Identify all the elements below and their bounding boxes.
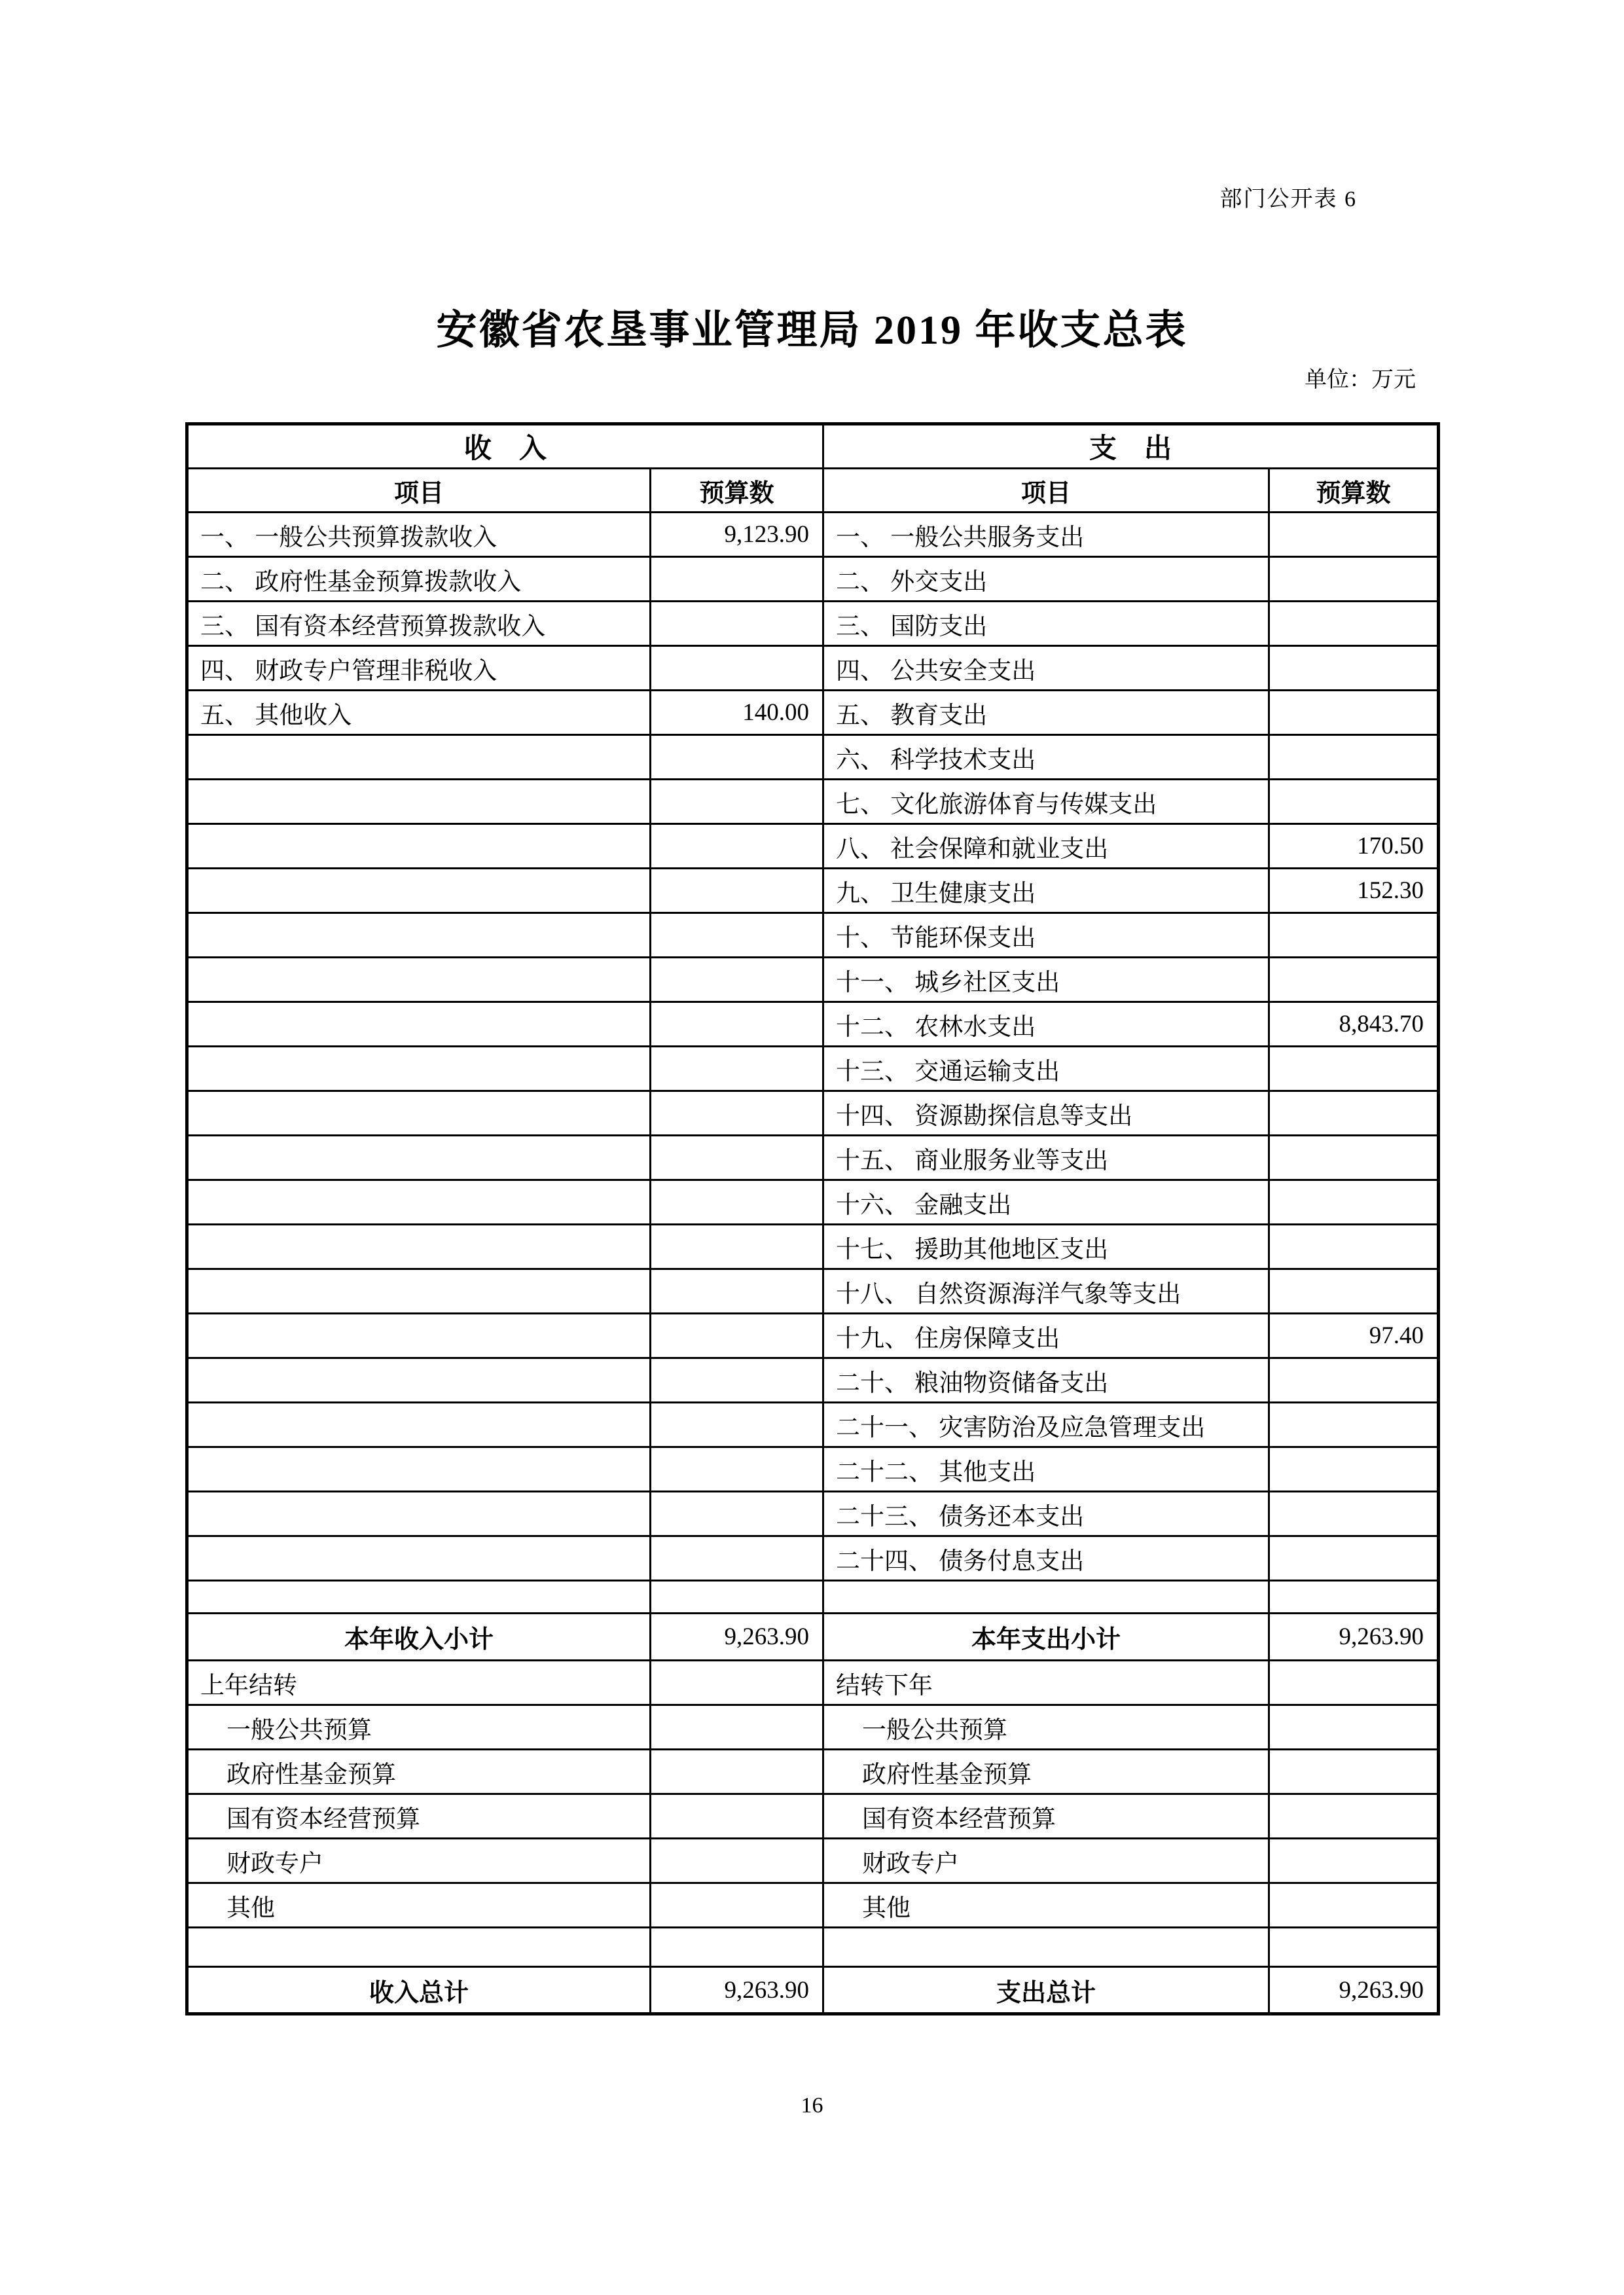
- income-item-cell: 国有资本经营预算: [187, 1794, 651, 1839]
- table-row: [187, 1091, 1439, 1136]
- carryover-body: [187, 1661, 1439, 1928]
- income-budget-cell: [651, 780, 823, 824]
- table-row: [187, 1536, 1439, 1581]
- income-item-cell: [187, 1492, 651, 1536]
- income-item-cell: [187, 824, 651, 869]
- expense-item-cell: 十五、 商业服务业等支出: [823, 1136, 1269, 1180]
- income-item-cell: [187, 1314, 651, 1358]
- table-row: [187, 1269, 1439, 1314]
- expense-budget-cell: [1269, 1883, 1439, 1928]
- expense-budget-cell: [1269, 1180, 1439, 1225]
- income-item-cell: [187, 1136, 651, 1180]
- income-subtotal-value: 9,263.90: [651, 1614, 823, 1661]
- expense-item-cell: 五、 教育支出: [823, 691, 1269, 735]
- table-row: [187, 602, 1439, 646]
- expense-budget-cell: [1269, 1928, 1439, 1967]
- spacer-row: [187, 1581, 1439, 1614]
- income-item-cell: [187, 1403, 651, 1447]
- table-row: [187, 780, 1439, 824]
- income-budget-cell: [651, 1314, 823, 1358]
- expense-budget-cell: 8,843.70: [1269, 1002, 1439, 1047]
- expense-item-cell: 政府性基金预算: [823, 1750, 1269, 1794]
- income-item-cell: [187, 869, 651, 913]
- income-budget-cell: [651, 1047, 823, 1091]
- table-row: [187, 958, 1439, 1002]
- income-item-cell: 一、 一般公共预算拨款收入: [187, 513, 651, 557]
- expense-budget-cell: [1269, 735, 1439, 780]
- expense-budget-cell: [1269, 1269, 1439, 1314]
- unit-label: 单位：万元: [1305, 368, 1416, 392]
- expense-budget-cell: [1269, 1839, 1439, 1883]
- income-item-cell: [187, 1180, 651, 1225]
- income-budget-cell: [651, 1447, 823, 1492]
- table-row: [187, 646, 1439, 691]
- income-item-cell: 五、 其他收入: [187, 691, 651, 735]
- table-row: [187, 824, 1439, 869]
- income-budget-cell: [651, 1536, 823, 1581]
- expense-budget-cell: [1269, 1661, 1439, 1705]
- table-row: [187, 1358, 1439, 1403]
- expense-budget-cell: [1269, 1536, 1439, 1581]
- income-total-label: 收入总计: [187, 1967, 651, 2014]
- expense-budget-cell: 97.40: [1269, 1314, 1439, 1358]
- income-item-cell: 二、 政府性基金预算拨款收入: [187, 557, 651, 602]
- carryover-row: [187, 1661, 1439, 1705]
- expense-item-cell: 七、 文化旅游体育与传媒支出: [823, 780, 1269, 824]
- expense-budget-cell: [1269, 513, 1439, 557]
- income-item-cell: [187, 1225, 651, 1269]
- income-item-cell: [187, 1536, 651, 1581]
- income-budget-cell: [651, 1225, 823, 1269]
- income-item-column-header: 项目: [187, 469, 651, 513]
- expense-item-cell: 六、 科学技术支出: [823, 735, 1269, 780]
- income-budget-cell: [651, 1180, 823, 1225]
- expense-item-cell: 结转下年: [823, 1661, 1269, 1705]
- income-budget-cell: [651, 1136, 823, 1180]
- income-item-cell: 财政专户: [187, 1839, 651, 1883]
- expense-budget-cell: [1269, 1750, 1439, 1794]
- expense-item-cell: 其他: [823, 1883, 1269, 1928]
- carryover-row: [187, 1750, 1439, 1794]
- expense-item-cell: [823, 1581, 1269, 1614]
- total-row: [187, 1967, 1439, 2014]
- expense-budget-cell: [1269, 646, 1439, 691]
- income-total-value: 9,263.90: [651, 1967, 823, 2014]
- expense-item-cell: 十七、 援助其他地区支出: [823, 1225, 1269, 1269]
- expense-item-column-header: 项目: [823, 469, 1269, 513]
- income-item-cell: [187, 1269, 651, 1314]
- table-row: [187, 691, 1439, 735]
- table-row: [187, 1314, 1439, 1358]
- income-item-cell: 其他: [187, 1883, 651, 1928]
- expense-section-header: 支 出: [823, 424, 1439, 469]
- income-budget-column-header: 预算数: [651, 469, 823, 513]
- expense-budget-cell: [1269, 1358, 1439, 1403]
- expense-budget-cell: [1269, 1403, 1439, 1447]
- income-budget-cell: [651, 602, 823, 646]
- budget-summary-table: [185, 422, 1440, 2015]
- income-budget-cell: [651, 1839, 823, 1883]
- expense-item-cell: 财政专户: [823, 1839, 1269, 1883]
- expense-item-cell: 十八、 自然资源海洋气象等支出: [823, 1269, 1269, 1314]
- expense-budget-cell: [1269, 913, 1439, 958]
- income-budget-cell: [651, 1661, 823, 1705]
- expense-item-cell: 二十四、 债务付息支出: [823, 1536, 1269, 1581]
- income-item-cell: [187, 1091, 651, 1136]
- expense-item-cell: 九、 卫生健康支出: [823, 869, 1269, 913]
- income-budget-cell: [651, 958, 823, 1002]
- subtotal-row: [187, 1614, 1439, 1661]
- items-body: [187, 513, 1439, 1581]
- expense-budget-cell: [1269, 1705, 1439, 1750]
- income-item-cell: [187, 958, 651, 1002]
- expense-item-cell: 一般公共预算: [823, 1705, 1269, 1750]
- income-budget-cell: [651, 1002, 823, 1047]
- expense-budget-cell: [1269, 1136, 1439, 1180]
- expense-item-cell: 十九、 住房保障支出: [823, 1314, 1269, 1358]
- income-budget-cell: [651, 1269, 823, 1314]
- expense-item-cell: 三、 国防支出: [823, 602, 1269, 646]
- income-item-cell: 三、 国有资本经营预算拨款收入: [187, 602, 651, 646]
- expense-subtotal-label: 本年支出小计: [823, 1614, 1269, 1661]
- expense-total-value: 9,263.90: [1269, 1967, 1439, 2014]
- expense-budget-cell: [1269, 780, 1439, 824]
- expense-budget-cell: [1269, 1091, 1439, 1136]
- income-item-cell: 四、 财政专户管理非税收入: [187, 646, 651, 691]
- expense-item-cell: 十六、 金融支出: [823, 1180, 1269, 1225]
- income-item-cell: [187, 1581, 651, 1614]
- expense-budget-cell: [1269, 1047, 1439, 1091]
- expense-item-cell: 十一、 城乡社区支出: [823, 958, 1269, 1002]
- expense-item-cell: 国有资本经营预算: [823, 1794, 1269, 1839]
- expense-item-cell: 四、 公共安全支出: [823, 646, 1269, 691]
- page-title: 安徽省农垦事业管理局 2019 年收支总表: [436, 308, 1188, 353]
- table-row: [187, 1447, 1439, 1492]
- spacer-row: [187, 1928, 1439, 1967]
- expense-budget-cell: [1269, 691, 1439, 735]
- expense-budget-cell: 170.50: [1269, 824, 1439, 869]
- table-row: [187, 1225, 1439, 1269]
- expense-budget-cell: [1269, 602, 1439, 646]
- expense-budget-column-header: 预算数: [1269, 469, 1439, 513]
- expense-item-cell: 十、 节能环保支出: [823, 913, 1269, 958]
- income-budget-cell: [651, 557, 823, 602]
- income-item-cell: 一般公共预算: [187, 1705, 651, 1750]
- carryover-row: [187, 1705, 1439, 1750]
- income-item-cell: [187, 1002, 651, 1047]
- expense-budget-cell: 152.30: [1269, 869, 1439, 913]
- table-row: [187, 1492, 1439, 1536]
- carryover-row: [187, 1839, 1439, 1883]
- expense-budget-cell: [1269, 1492, 1439, 1536]
- table-row: [187, 869, 1439, 913]
- income-budget-cell: [651, 1358, 823, 1403]
- income-budget-cell: 140.00: [651, 691, 823, 735]
- expense-total-label: 支出总计: [823, 1967, 1269, 2014]
- income-item-cell: [187, 1358, 651, 1403]
- income-budget-cell: [651, 1883, 823, 1928]
- income-subtotal-label: 本年收入小计: [187, 1614, 651, 1661]
- expense-item-cell: [823, 1928, 1269, 1967]
- income-budget-cell: [651, 1705, 823, 1750]
- expense-subtotal-value: 9,263.90: [1269, 1614, 1439, 1661]
- expense-budget-cell: [1269, 1447, 1439, 1492]
- expense-item-cell: 二十二、 其他支出: [823, 1447, 1269, 1492]
- income-item-cell: 政府性基金预算: [187, 1750, 651, 1794]
- income-budget-cell: [651, 1492, 823, 1536]
- expense-item-cell: 二十、 粮油物资储备支出: [823, 1358, 1269, 1403]
- income-budget-cell: [651, 824, 823, 869]
- expense-budget-cell: [1269, 557, 1439, 602]
- table-row: [187, 735, 1439, 780]
- income-budget-cell: [651, 1403, 823, 1447]
- income-item-cell: [187, 1928, 651, 1967]
- expense-item-cell: 十四、 资源勘探信息等支出: [823, 1091, 1269, 1136]
- income-budget-cell: [651, 735, 823, 780]
- table-row: [187, 1403, 1439, 1447]
- expense-item-cell: 一、 一般公共服务支出: [823, 513, 1269, 557]
- income-budget-cell: [651, 1794, 823, 1839]
- page-number: 16: [801, 2093, 823, 2118]
- table-row: [187, 913, 1439, 958]
- expense-budget-cell: [1269, 958, 1439, 1002]
- expense-item-cell: 十二、 农林水支出: [823, 1002, 1269, 1047]
- section-header-row: [187, 424, 1439, 469]
- expense-item-cell: 二十一、 灾害防治及应急管理支出: [823, 1403, 1269, 1447]
- expense-budget-cell: [1269, 1581, 1439, 1614]
- income-budget-cell: [651, 1928, 823, 1967]
- table-row: [187, 1002, 1439, 1047]
- expense-item-cell: 二、 外交支出: [823, 557, 1269, 602]
- column-header-row: [187, 469, 1439, 513]
- income-item-cell: [187, 735, 651, 780]
- income-budget-cell: [651, 1581, 823, 1614]
- income-item-cell: [187, 1447, 651, 1492]
- income-item-cell: [187, 780, 651, 824]
- income-item-cell: [187, 1047, 651, 1091]
- table-row: [187, 513, 1439, 557]
- subtotal-section: [187, 1581, 1439, 1661]
- income-item-cell: 上年结转: [187, 1661, 651, 1705]
- expense-budget-cell: [1269, 1225, 1439, 1269]
- income-budget-cell: [651, 913, 823, 958]
- total-section: [187, 1928, 1439, 2014]
- income-section-header: 收 入: [187, 424, 823, 469]
- expense-item-cell: 十三、 交通运输支出: [823, 1047, 1269, 1091]
- table-row: [187, 1047, 1439, 1091]
- table-row: [187, 557, 1439, 602]
- income-budget-cell: [651, 869, 823, 913]
- carryover-row: [187, 1883, 1439, 1928]
- expense-item-cell: 八、 社会保障和就业支出: [823, 824, 1269, 869]
- income-budget-cell: [651, 1091, 823, 1136]
- income-item-cell: [187, 913, 651, 958]
- income-budget-cell: [651, 646, 823, 691]
- table-row: [187, 1180, 1439, 1225]
- table-header: [187, 424, 1439, 513]
- income-budget-cell: [651, 1750, 823, 1794]
- expense-budget-cell: [1269, 1794, 1439, 1839]
- table-row: [187, 1136, 1439, 1180]
- doc-sheet-label: 部门公开表 6: [1219, 187, 1357, 211]
- expense-item-cell: 二十三、 债务还本支出: [823, 1492, 1269, 1536]
- carryover-row: [187, 1794, 1439, 1839]
- income-budget-cell: 9,123.90: [651, 513, 823, 557]
